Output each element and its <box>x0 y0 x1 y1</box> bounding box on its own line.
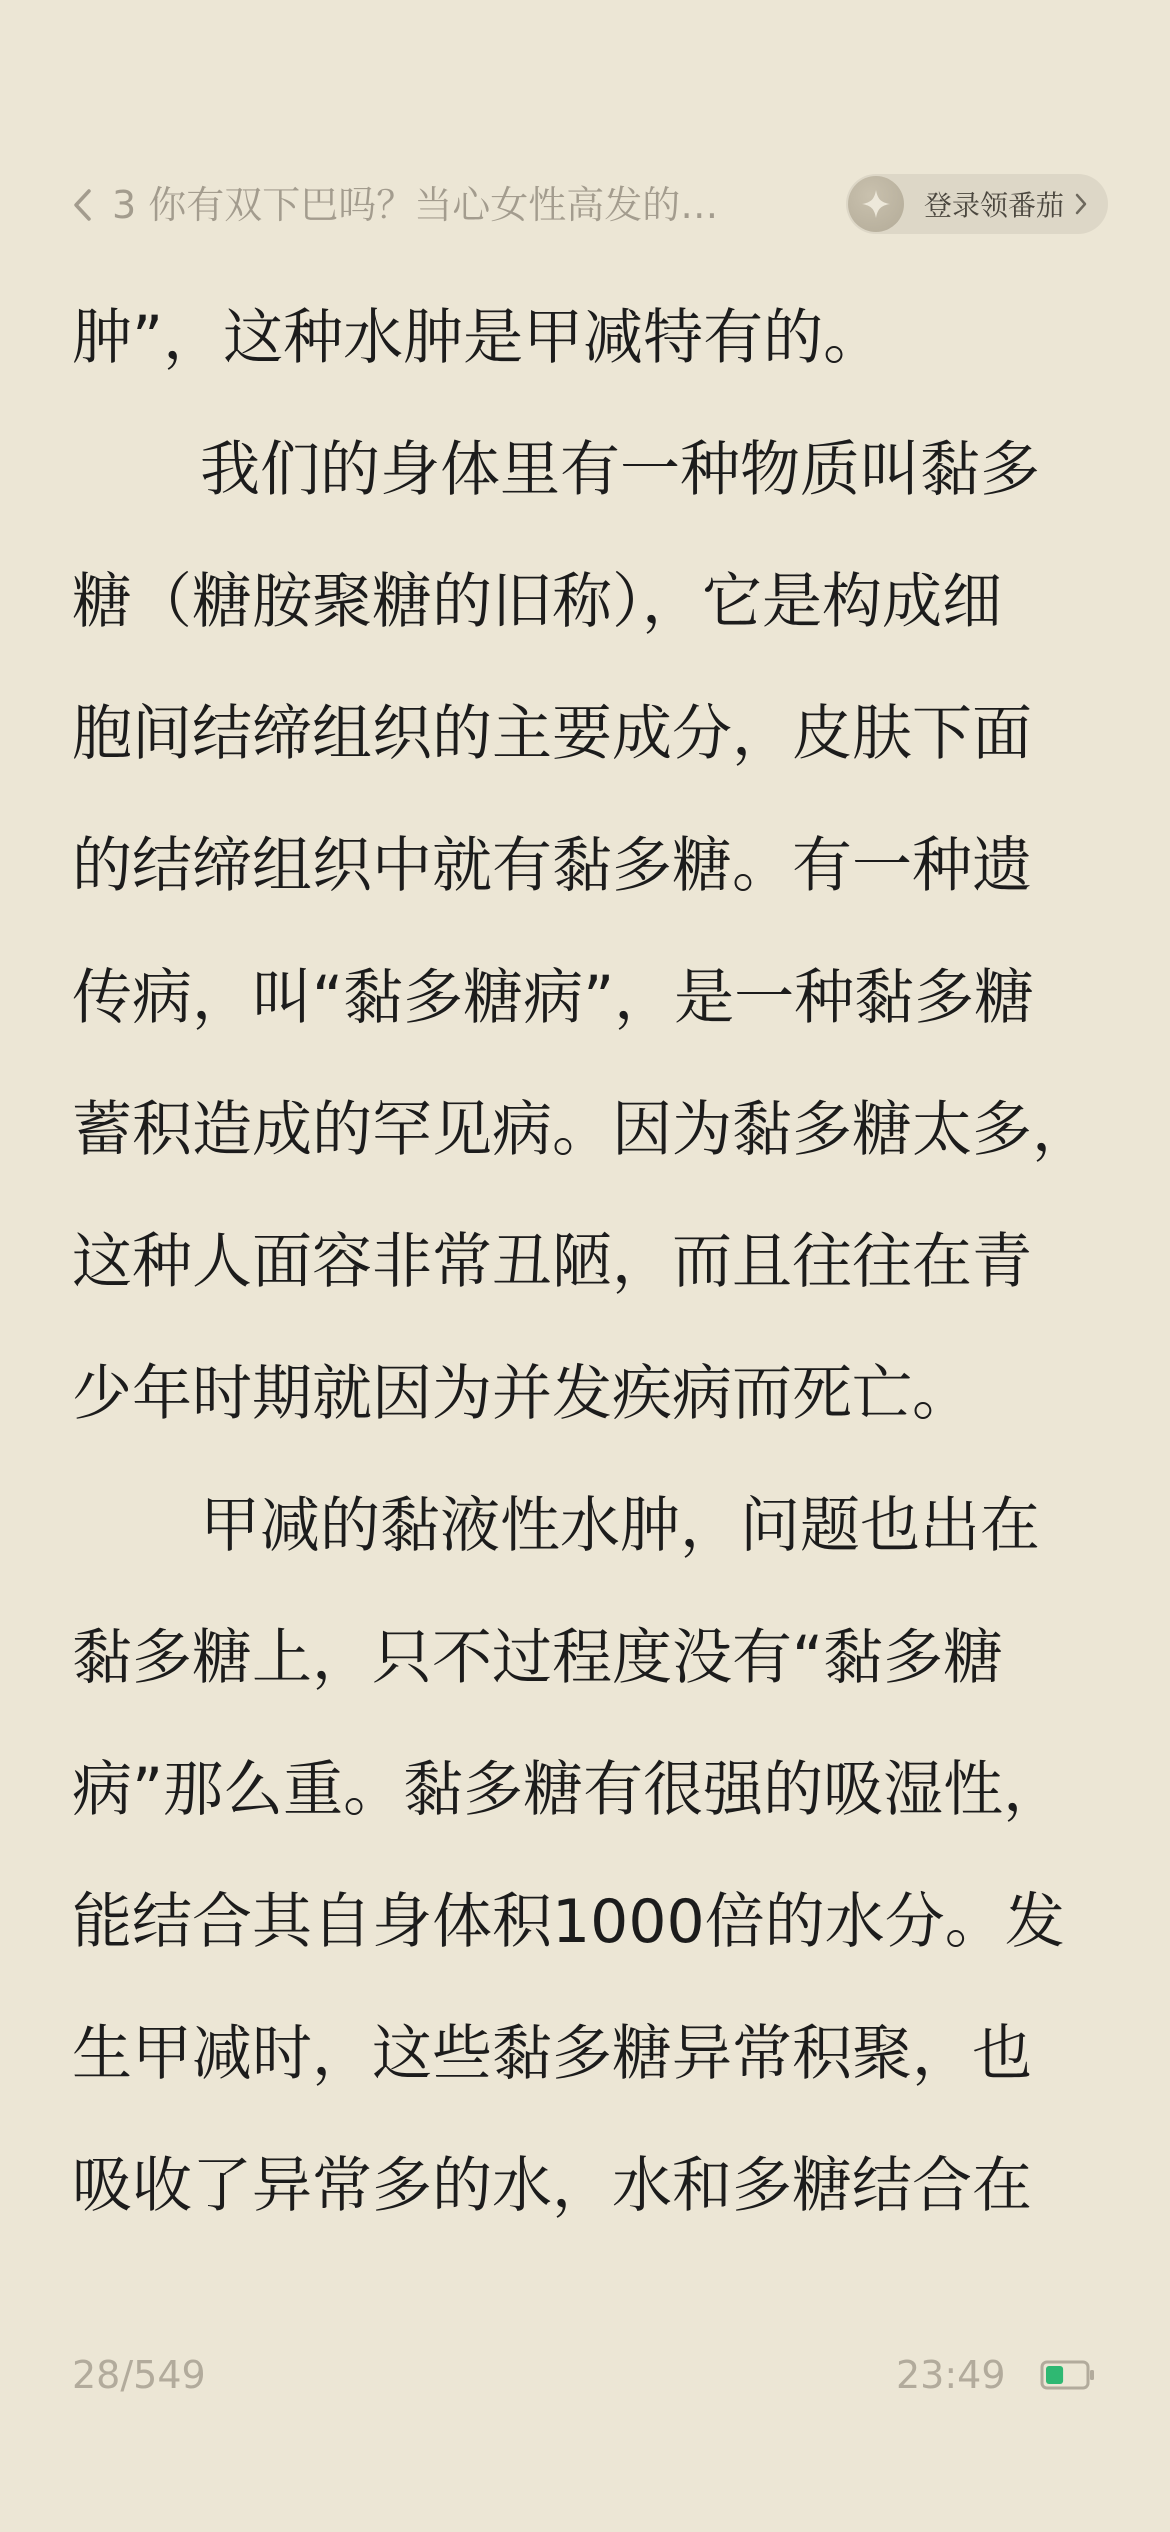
paragraph-first-line: 甲减的黏液性水肿，问题也出在 <box>200 1491 1040 1561</box>
clock: 23:49 <box>896 2353 1006 2397</box>
text-line: 传病，叫“黏多糖病”，是一种黏多糖 <box>72 963 1035 1033</box>
text-line: 少年时期就因为并发疾病而死亡。 <box>72 1359 972 1429</box>
text-line: 吸收了异常多的水，水和多糖结合在 <box>72 2151 1032 2221</box>
text-line: 能结合其自身体积1000倍的水分。发 <box>72 1887 1065 1957</box>
text-line: 胞间结缔组织的主要成分，皮肤下面 <box>72 699 1032 769</box>
reader-footer <box>0 2340 1170 2410</box>
text-line: 肿”，这种水肿是甲减特有的。 <box>72 303 884 373</box>
login-reward-button[interactable] <box>846 174 1108 234</box>
text-line: 黏多糖上，只不过程度没有“黏多糖 <box>72 1623 1004 1693</box>
chevron-right-icon <box>1074 192 1088 216</box>
chevron-left-icon <box>71 187 93 223</box>
reader-top-bar <box>0 170 1170 240</box>
page-indicator: 28/549 <box>72 2353 206 2397</box>
text-line: 生甲减时，这些黏多糖异常积聚，也 <box>72 2019 1032 2089</box>
text-line: 糖（糖胺聚糖的旧称），它是构成细 <box>72 567 1002 637</box>
battery-icon <box>1040 2360 1096 2390</box>
text-line: 病”那么重。黏多糖有很强的吸湿性， <box>72 1755 1064 1825</box>
sparkle-icon <box>848 176 904 232</box>
chapter-title[interactable]: 3 你有双下巴吗？当心女性高发的… <box>112 183 719 227</box>
back-button[interactable] <box>62 180 102 230</box>
text-line: 的结缔组织中就有黏多糖。有一种遗 <box>72 831 1032 901</box>
text-line: 蓄积造成的罕见病。因为黏多糖太多， <box>72 1095 1092 1165</box>
reading-content[interactable] <box>72 272 1102 2252</box>
text-line: 这种人面容非常丑陋，而且往往在青 <box>72 1227 1032 1297</box>
paragraph-first-line: 我们的身体里有一种物质叫黏多 <box>200 435 1040 505</box>
login-reward-label: 登录领番茄 <box>924 189 1065 222</box>
